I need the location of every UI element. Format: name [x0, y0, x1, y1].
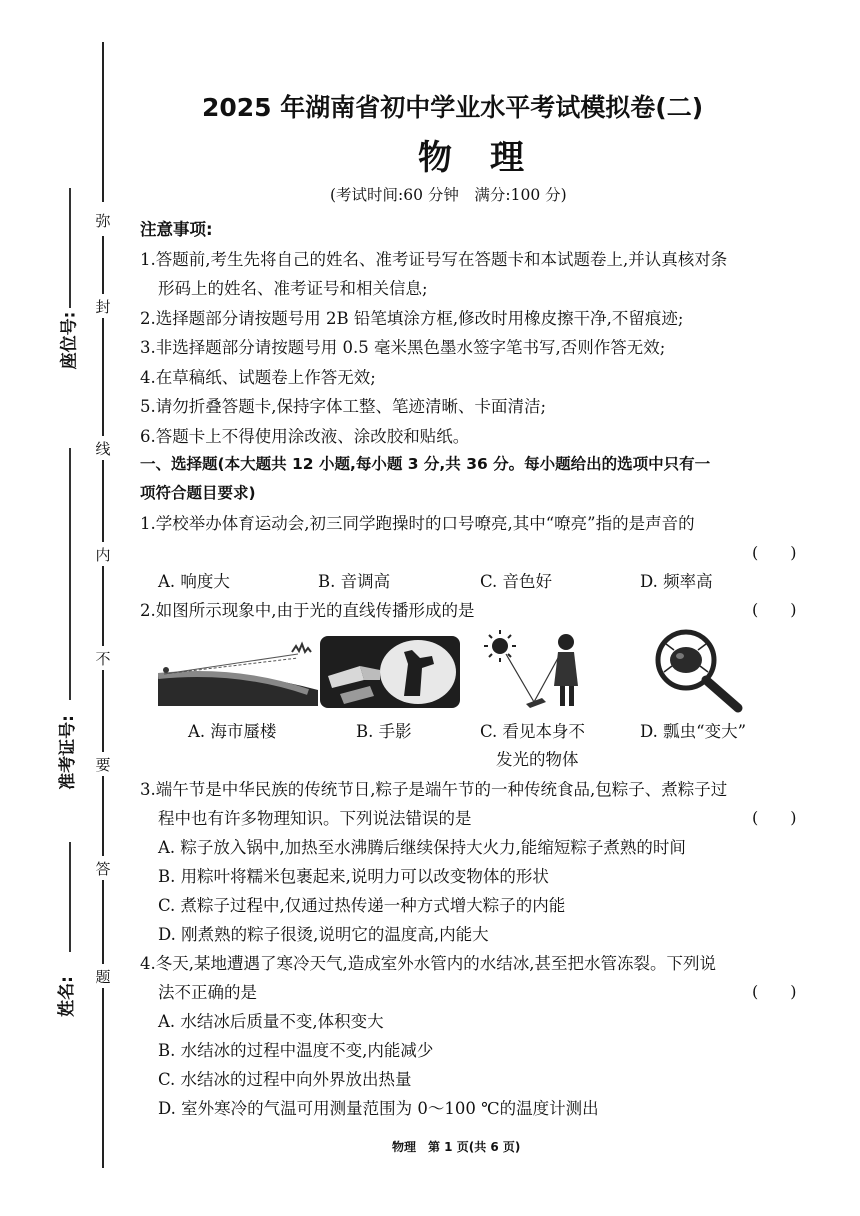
q1-answer-paren[interactable]: ( )	[752, 543, 797, 562]
exam-title: 2025 年湖南省初中学业水平考试模拟卷(二)	[202, 93, 704, 122]
binding-line-top	[102, 42, 104, 202]
section1-heading-cont: 项符合题目要求)	[140, 484, 256, 502]
binding-line-6	[102, 776, 104, 856]
q1-option-c: C. 音色好	[480, 572, 553, 591]
q3-stem: 3.端午节是中华民族的传统节日,粽子是端午节的一种传统食品,包粽子、煮粽子过	[140, 780, 728, 799]
subject-title: 物理	[418, 138, 562, 178]
q3-option-a: A. 粽子放入锅中,加热至水沸腾后继续保持大火力,能缩短粽子煮熟的时间	[158, 838, 686, 857]
binding-char-6: 要	[95, 756, 111, 774]
notice-heading: 注意事项:	[140, 220, 213, 239]
binding-line-1	[102, 236, 104, 294]
notice-item-6: 6.答题卡上不得使用涂改液、涂改胶和贴纸。	[140, 427, 470, 446]
binding-line-5	[102, 670, 104, 752]
binding-line-3	[102, 460, 104, 542]
q3-stem-cont: 程中也有许多物理知识。下列说法错误的是	[158, 809, 472, 828]
binding-line-7	[102, 880, 104, 964]
q2-stem: 2.如图所示现象中,由于光的直线传播形成的是	[140, 601, 475, 620]
q1-option-a: A. 响度大	[158, 572, 230, 591]
exam-info: (考试时间:60 分钟 满分:100 分)	[330, 186, 567, 204]
q4-stem: 4.冬天,某地遭遇了寒冷天气,造成室外水管内的水结冰,甚至把水管冻裂。下列说	[140, 954, 716, 973]
binding-char-5: 不	[95, 650, 111, 668]
q3-answer-paren[interactable]: ( )	[752, 808, 797, 827]
notice-item-2: 2.选择题部分请按题号用 2B 铅笔填涂方框,修改时用橡皮擦干净,不留痕迹;	[140, 309, 684, 328]
q2-option-a: A. 海市蜃楼	[188, 722, 277, 741]
name-label: 姓名:	[56, 976, 77, 1017]
q4-option-d: D. 室外寒冷的气温可用测量范围为 0～100 ℃的温度计测出	[158, 1099, 599, 1118]
seat-label: 座位号:	[59, 311, 80, 370]
page-footer: 物理 第 1 页(共 6 页)	[392, 1140, 521, 1154]
binding-char-3: 线	[95, 440, 111, 458]
exam-no-label: 准考证号:	[57, 715, 78, 790]
q3-option-c: C. 煮粽子过程中,仅通过热传递一种方式增大粽子的内能	[158, 896, 566, 915]
q2-option-c-cont: 发光的物体	[496, 750, 579, 769]
q4-stem-cont: 法不正确的是	[158, 983, 257, 1002]
q4-option-c: C. 水结冰的过程中向外界放出热量	[158, 1070, 412, 1089]
q4-option-b: B. 水结冰的过程中温度不变,内能减少	[158, 1041, 434, 1060]
q2-option-c: C. 看见本身不	[480, 722, 586, 741]
q4-option-a: A. 水结冰后质量不变,体积变大	[158, 1012, 384, 1031]
q2-option-b: B. 手影	[356, 722, 412, 741]
q4-answer-paren[interactable]: ( )	[752, 982, 797, 1001]
hand-shadow-figure	[320, 636, 460, 708]
q1-option-d: D. 频率高	[640, 572, 713, 591]
q1-option-b: B. 音调高	[318, 572, 391, 591]
q2-answer-paren[interactable]: ( )	[752, 600, 797, 619]
notice-item-3: 3.非选择题部分请按题号用 0.5 毫米黑色墨水签字笔书写,否则作答无效;	[140, 338, 666, 357]
notice-item-1: 1.答题前,考生先将自己的姓名、准考证号写在答题卡和本试题卷上,并认真核对条	[140, 250, 728, 269]
binding-line-bottom	[102, 988, 104, 1168]
notice-item-1-cont: 形码上的姓名、准考证号和相关信息;	[158, 279, 428, 298]
binding-char-1: 弥	[95, 212, 111, 230]
binding-char-4: 内	[95, 546, 111, 564]
notice-item-5: 5.请勿折叠答题卡,保持字体工整、笔迹清晰、卡面清洁;	[140, 397, 547, 416]
binding-char-7: 答	[95, 860, 111, 878]
notice-item-4: 4.在草稿纸、试题卷上作答无效;	[140, 368, 376, 387]
binding-char-8: 题	[95, 968, 111, 986]
binding-line-4	[102, 566, 104, 646]
section1-heading: 一、选择题(本大题共 12 小题,每小题 3 分,共 36 分。每小题给出的选项中只有一	[140, 455, 711, 473]
magnifier-figure	[652, 628, 748, 714]
q3-option-d: D. 刚煮熟的粽子很烫,说明它的温度高,内能大	[158, 925, 489, 944]
reflection-figure	[482, 628, 592, 712]
q1-stem: 1.学校举办体育运动会,初三同学跑操时的口号嘹亮,其中“嘹亮”指的是声音的	[140, 514, 695, 533]
exam-no-write-line[interactable]	[69, 448, 71, 700]
name-write-line[interactable]	[69, 842, 71, 952]
seat-write-line[interactable]	[69, 188, 71, 308]
q2-option-d: D. 瓢虫“变大”	[640, 722, 747, 741]
q3-option-b: B. 用粽叶将糯米包裹起来,说明力可以改变物体的形状	[158, 867, 549, 886]
binding-char-2: 封	[95, 298, 111, 316]
binding-line-2	[102, 318, 104, 436]
mirage-figure	[158, 640, 318, 706]
